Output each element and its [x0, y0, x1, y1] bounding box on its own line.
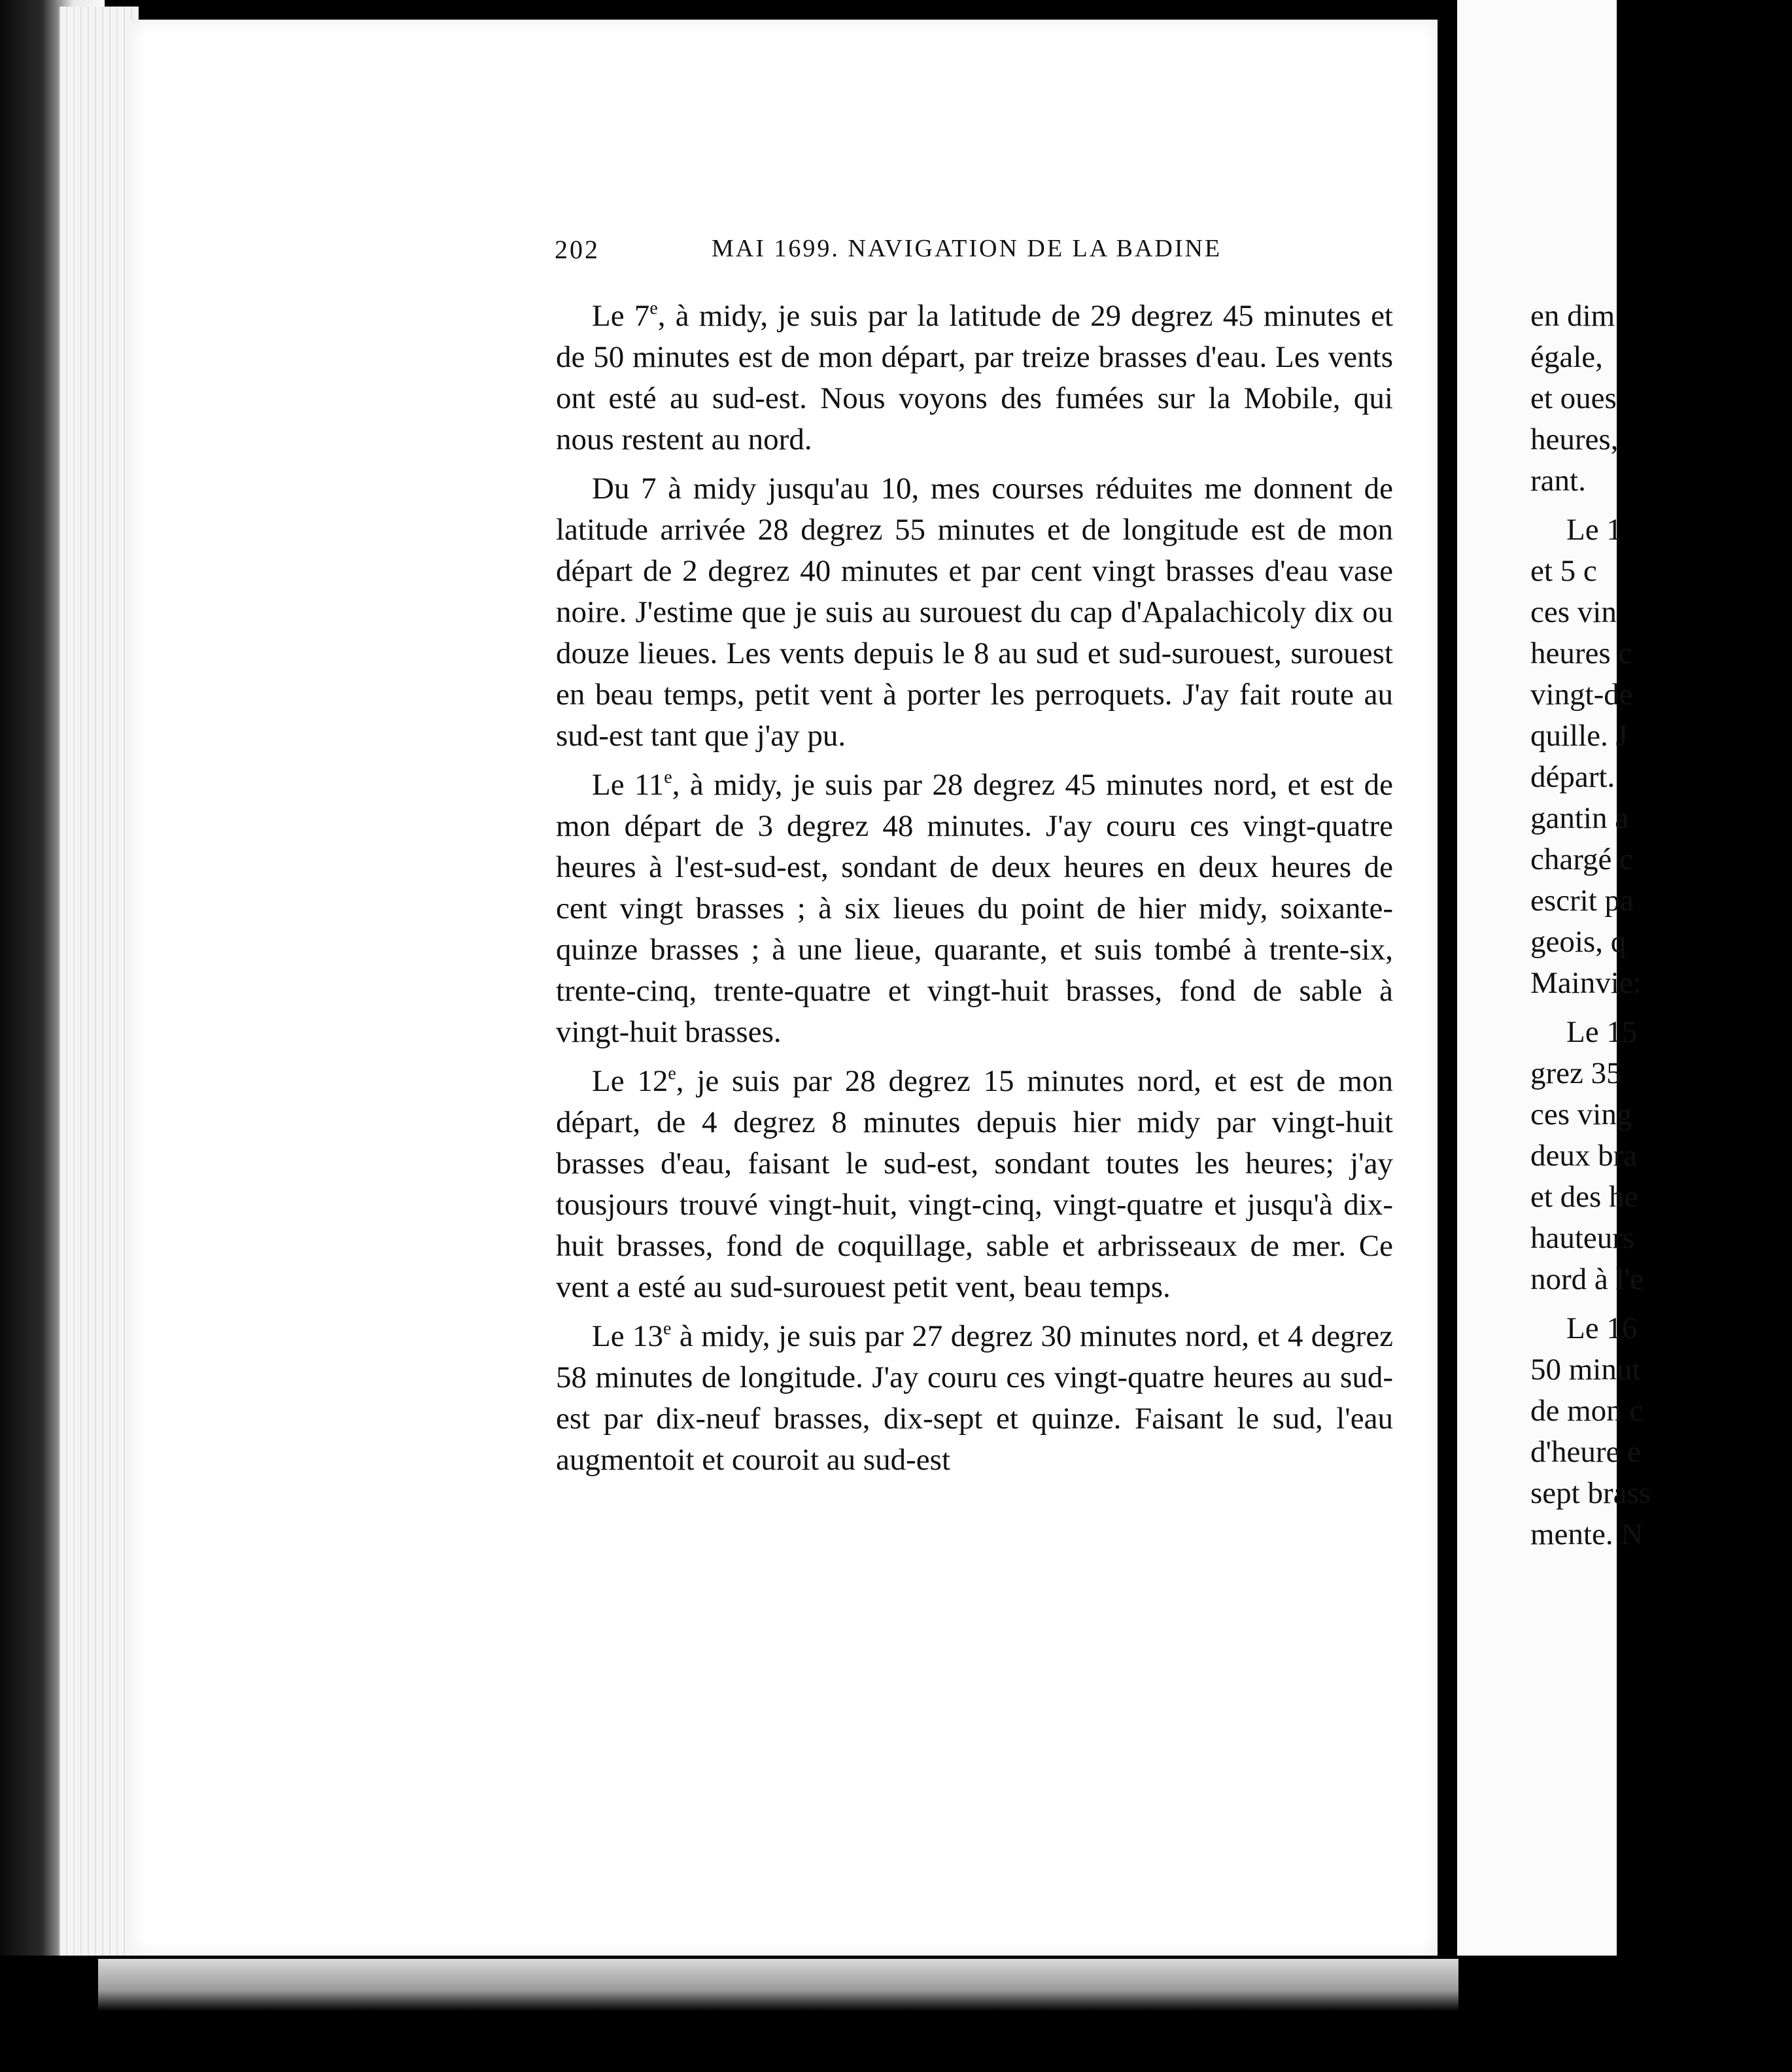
next-page-line: ces ving	[1530, 1097, 1632, 1131]
page-stack-edge	[59, 7, 139, 1962]
next-page-line: rant.	[1530, 464, 1586, 498]
running-header	[555, 234, 1418, 273]
next-page-line: nord à l'e	[1530, 1262, 1644, 1296]
next-page-line: ces vin	[1530, 595, 1617, 629]
next-page-line: d'heure e	[1530, 1435, 1641, 1469]
next-page-text-fragments	[1530, 296, 1792, 1555]
next-page-line: heures c	[1530, 636, 1632, 670]
next-page-line: Le 15	[1566, 1015, 1638, 1049]
next-page-line: de mon c	[1530, 1394, 1644, 1428]
paragraph: Le 11e, à midy, je suis par 28 degrez 45 minutes nord, et est de mon départ de 3 degrez 48 minutes. J'ay couru ces vingt-quatre heures à l'est-sud-est, sondant de deux heures en deux heures de cent vingt brasses ; à six lieues du point de hier midy, soixante-quinze brasses ; à une lieue, quarante, et suis tombé à trente-six, trente-cinq, trente-quatre et vingt-huit brasses, fond de sable à vingt-huit brasses.	[556, 767, 1393, 1049]
next-page-line: heures,	[1530, 423, 1619, 457]
paragraph: Le 13e à midy, je suis par 27 degrez 30 minutes nord, et 4 degrez 58 minutes de longitude. J'ay couru ces vingt-quatre heures au sud-est par dix-neuf brasses, dix-sept et quinze. Faisant le sud, l'eau augmentoit et couroit au sud-est	[556, 1319, 1393, 1477]
next-page-line: grez 35	[1530, 1056, 1622, 1090]
body-text	[556, 296, 1393, 1489]
next-page-line: Le 1	[1566, 513, 1622, 547]
next-page-line: vingt-de	[1530, 678, 1633, 712]
next-page-line: hauteurs	[1530, 1221, 1635, 1255]
next-page-line: Mainvie:	[1530, 966, 1642, 1000]
book-gutter	[1438, 0, 1457, 2072]
running-title: MAI 1699. NAVIGATION DE LA BADINE	[712, 235, 1222, 262]
next-page-line: geois, q	[1530, 925, 1627, 959]
next-page-line: sept brass	[1530, 1476, 1651, 1510]
next-page-line: deux bra	[1530, 1139, 1638, 1173]
next-page-line: en dim	[1530, 299, 1615, 333]
next-page-line: quille. J	[1530, 719, 1628, 753]
next-page-line: 50 minut	[1530, 1353, 1641, 1387]
next-page-line: Le 16	[1566, 1311, 1638, 1345]
next-page-line: escrit pa	[1530, 884, 1634, 918]
page-bottom-edge	[98, 1959, 1458, 2011]
next-page-line: gantin a	[1530, 801, 1629, 835]
paragraph: Du 7 à midy jusqu'au 10, mes courses réduites me donnent de latitude arrivée 28 degrez 55 minutes et de longitude est de mon départ de 2 degrez 40 minutes et par cent vingt brasses d'eau vase noire. J'estime que je suis au surouest du cap d'Apalachicoly dix ou douze lieues. Les vents depuis le 8 au sud et sud-surouest, surouest en beau temps, petit vent à porter les perroquets. J'ay fait route au sud-est tant que j'ay pu.	[556, 472, 1393, 753]
next-page-line: égale,	[1530, 340, 1603, 374]
next-page-line: et oues	[1530, 381, 1617, 415]
page-number: 202	[555, 235, 600, 264]
paragraph: Le 12e, je suis par 28 degrez 15 minutes nord, et est de mon départ, de 4 degrez 8 minutes depuis hier midy par vingt-huit brasses d'eau, faisant le sud-est, sondant toutes les heures; j'ay tousjours trouvé vingt-huit, vingt-cinq, vingt-quatre et jusqu'à dix-huit brasses, fond de coquillage, sable et arbrisseaux de mer. Ce vent a esté au sud-surouest petit vent, beau temps.	[556, 1063, 1393, 1304]
next-page-line: et des he	[1530, 1180, 1638, 1214]
next-page-line: mente. N	[1530, 1517, 1644, 1551]
next-page-line: et 5 c	[1530, 554, 1597, 588]
paragraph: Le 7e, à midy, je suis par la latitude de 29 degrez 45 minutes et de 50 minutes est de mon départ, par treize brasses d'eau. Les vents ont esté au sud-est. Nous voyons des fumées sur la Mobile, qui nous restent au nord.	[556, 298, 1393, 457]
next-page-line: départ.	[1530, 760, 1615, 794]
next-page-line: chargé c	[1530, 842, 1633, 876]
